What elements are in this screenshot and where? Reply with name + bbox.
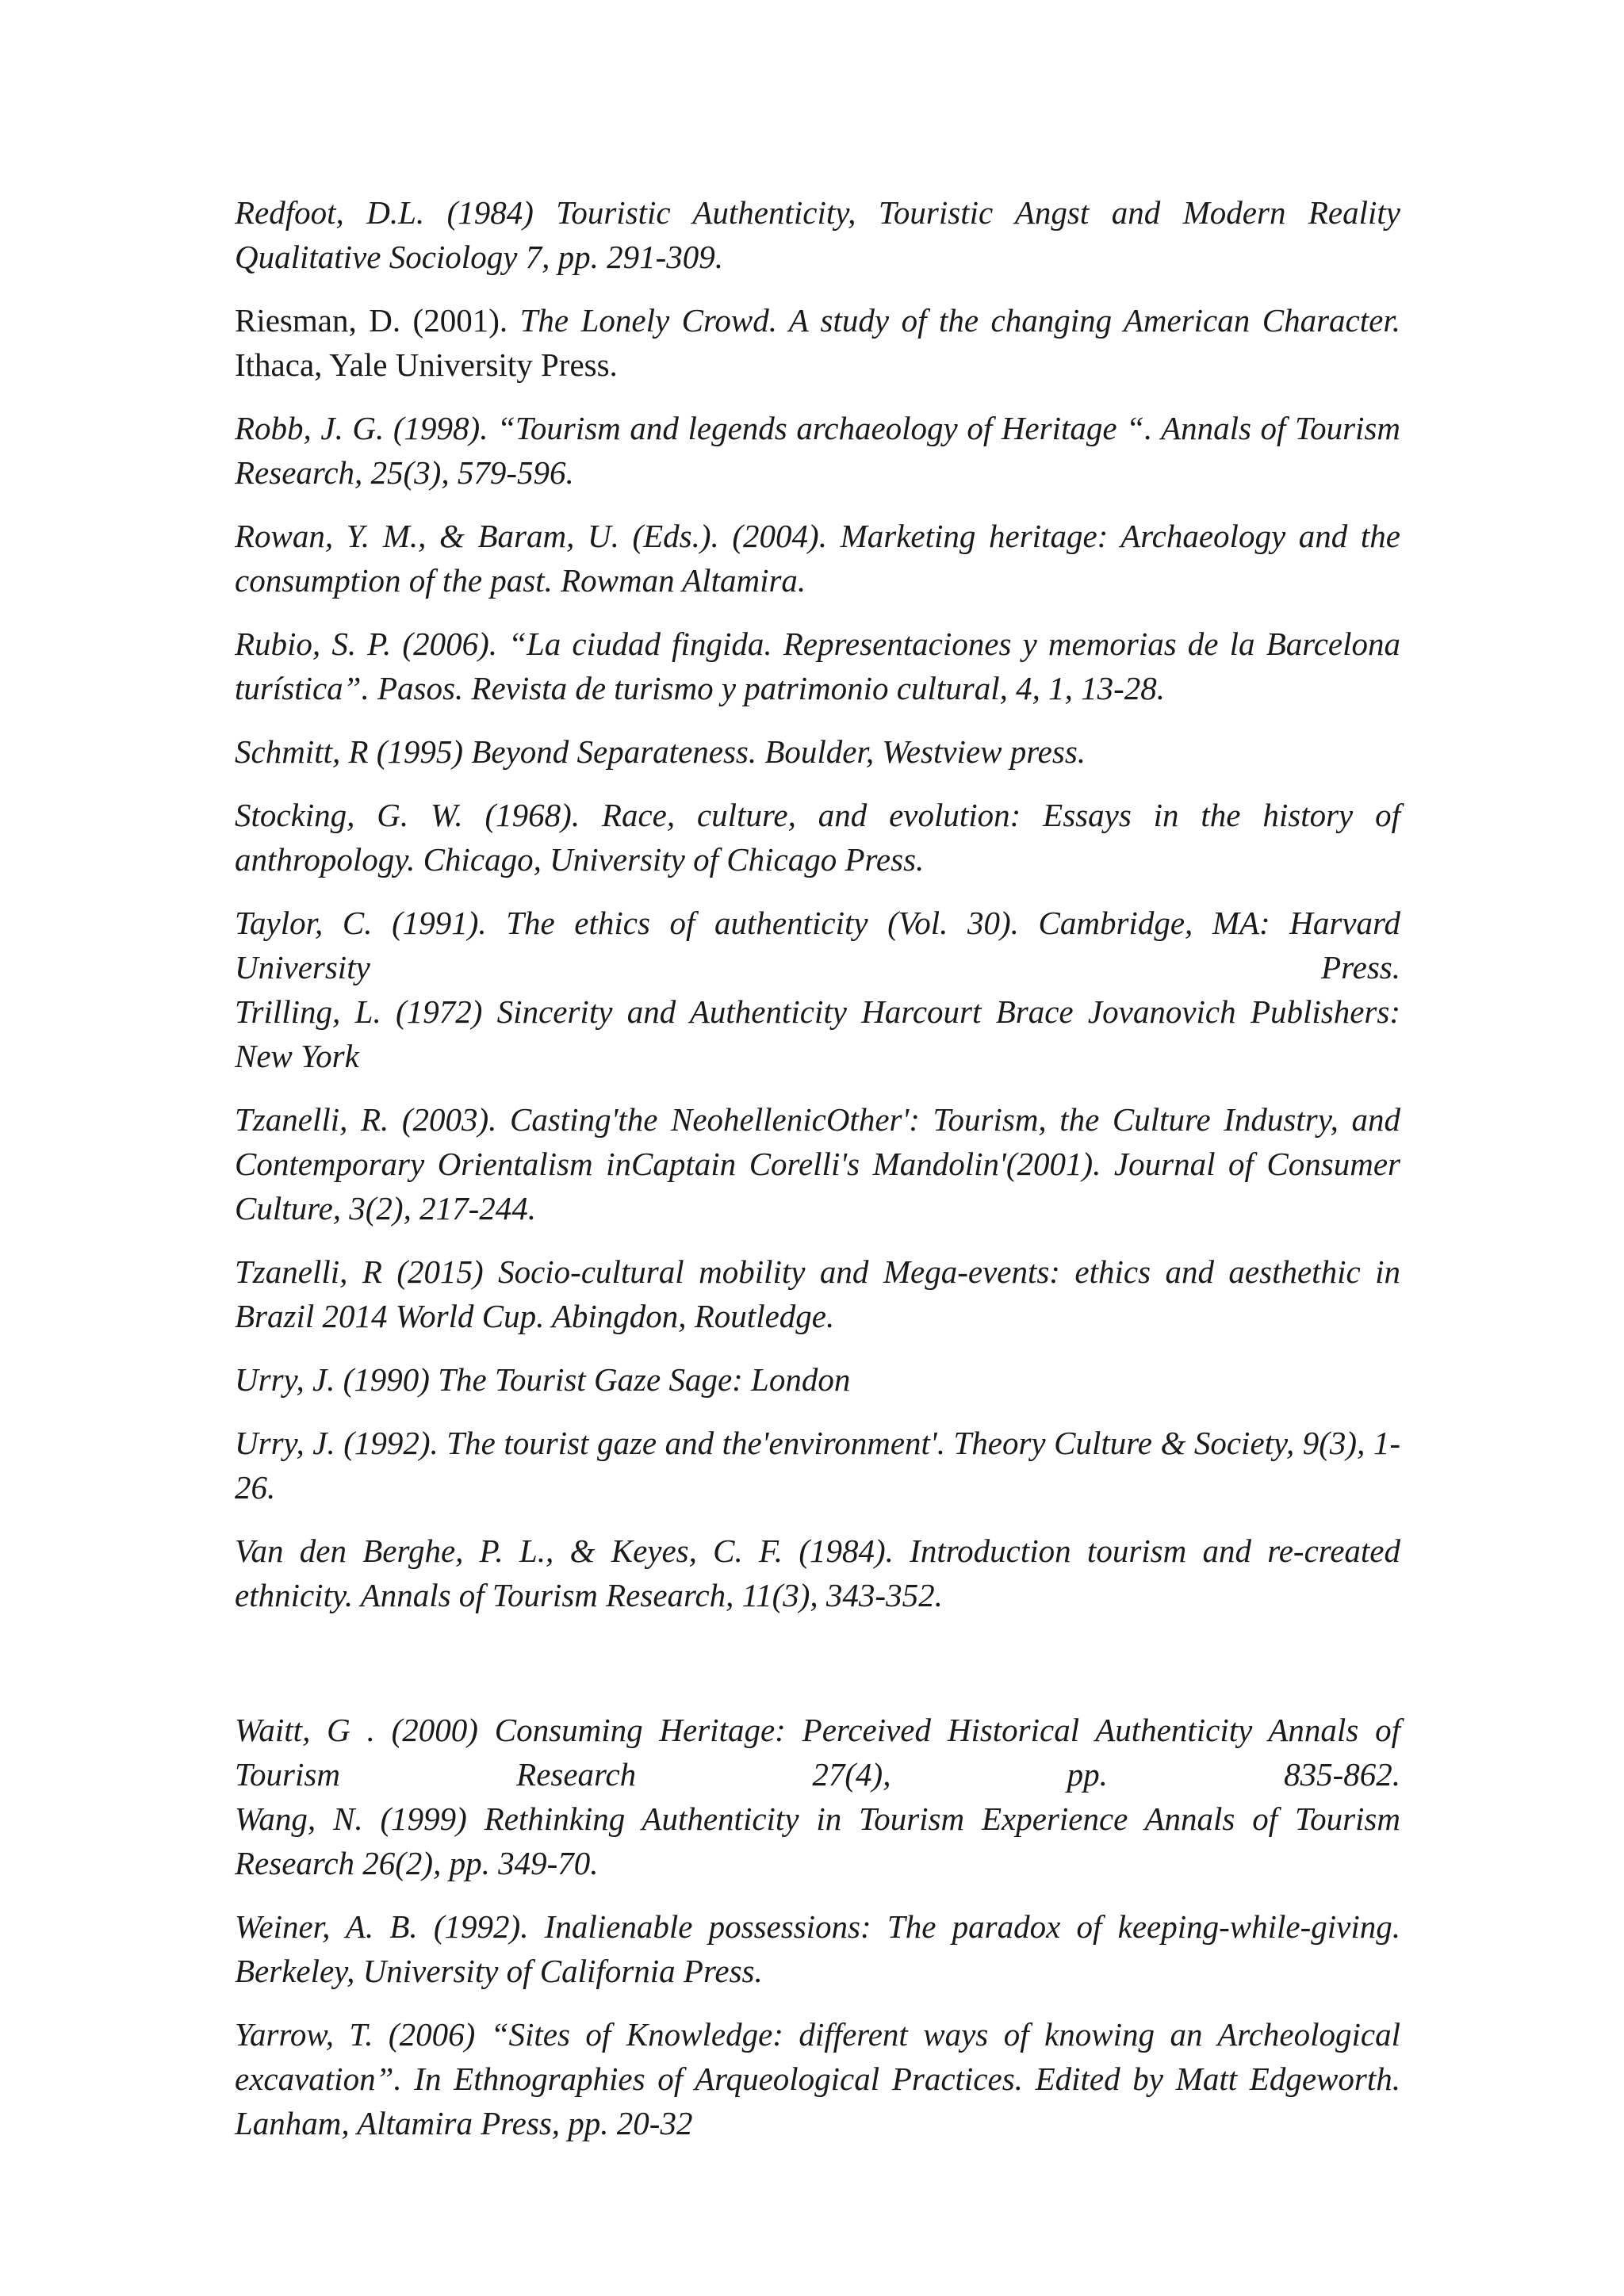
reference-tzanelli-2015: Tzanelli, R (2015) Socio-cultural mobility and Mega-events: ethics and aesthethic in Brazil 2014 World Cup. Abingdon, Routledge.: [235, 1253, 1400, 1334]
reference-yarrow: Yarrow, T. (2006) “Sites of Knowledge: different ways of knowing an Archeological excavation”. In Ethnographies of Arqueological Practices. Edited by Matt Edgeworth. Lanham, Altamira Press, pp. 20-32: [235, 2016, 1400, 2141]
reference-wang: Wang, N. (1999) Rethinking Authenticity in Tourism Experience Annals of Tourism Research 26(2), pp. 349-70.: [235, 1800, 1400, 1881]
reference-trilling: Trilling, L. (1972) Sincerity and Authenticity Harcourt Brace Jovanovich Publishers: New York: [235, 993, 1400, 1074]
reference-rowan: Rowan, Y. M., & Baram, U. (Eds.). (2004). Marketing heritage: Archaeology and the consumption of the past. Rowman Altamira.: [235, 518, 1400, 599]
reference-weiner: Weiner, A. B. (1992). Inalienable possessions: The paradox of keeping-while-giving. Berkeley, University of California Press.: [235, 1908, 1400, 1989]
reference-redfoot: Redfoot, D.L. (1984) Touristic Authenticity, Touristic Angst and Modern Reality Qualitative Sociology 7, pp. 291-309.: [235, 194, 1400, 275]
reference-riesman-publisher: Ithaca, Yale University Press.: [235, 346, 618, 383]
reference-riesman: [235, 298, 1400, 387]
reference-taylor: Taylor, C. (1991). The ethics of authenticity (Vol. 30). Cambridge, MA: Harvard University Press.: [235, 905, 1400, 985]
reference-riesman-author: Riesman, D. (2001).: [235, 302, 520, 339]
reference-tzanelli-2003: Tzanelli, R. (2003). Casting'the NeohellenicOther': Tourism, the Culture Industry, and Contemporary Orientalism inCaptain Corelli's Mandolin'(2001). Journal of Consumer Culture, 3(2), 217-244.: [235, 1101, 1400, 1226]
reference-waitt: Waitt, G . (2000) Consuming Heritage: Perceived Historical Authenticity Annals of Tourism Research 27(4), pp. 835-862.: [235, 1712, 1400, 1793]
section-spacer: [235, 1636, 1400, 1708]
reference-stocking: Stocking, G. W. (1968). Race, culture, and evolution: Essays in the history of anthropology. Chicago, University of Chicago Press.: [235, 797, 1400, 878]
reference-riesman-title: The Lonely Crowd. A study of the changing American Character.: [519, 302, 1400, 339]
reference-urry-1990: Urry, J. (1990) The Tourist Gaze Sage: London: [235, 1361, 851, 1398]
reference-robb: Robb, J. G. (1998). “Tourism and legends archaeology of Heritage “. Annals of Tourism Research, 25(3), 579-596.: [235, 410, 1400, 491]
reference-schmitt: Schmitt, R (1995) Beyond Separateness. Boulder, Westview press.: [235, 733, 1086, 770]
reference-rubio: Rubio, S. P. (2006). “La ciudad fingida. Representaciones y memorias de la Barcelona turística”. Pasos. Revista de turismo y patrimonio cultural, 4, 1, 13-28.: [235, 626, 1400, 706]
reference-list: [235, 190, 1400, 2164]
reference-van-den-berghe: Van den Berghe, P. L., & Keyes, C. F. (1984). Introduction tourism and re-created ethnicity. Annals of Tourism Research, 11(3), 343-352.: [235, 1533, 1400, 1613]
reference-urry-1992: Urry, J. (1992). The tourist gaze and the'environment'. Theory Culture & Society, 9(3), 1-26.: [235, 1425, 1400, 1506]
